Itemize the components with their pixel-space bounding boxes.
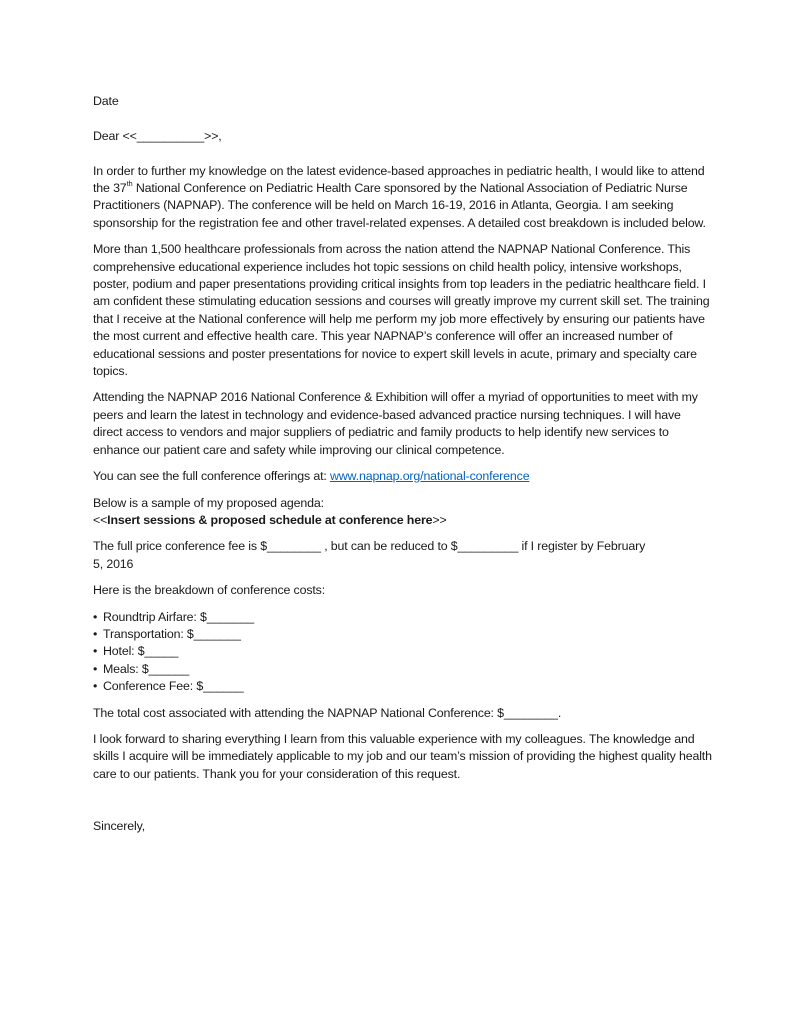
agenda-open-brackets: << [93,512,108,527]
benefits-paragraph: Attending the NAPNAP 2016 National Conference & Exhibition will offer a myriad of opportunities to meet with my peers and learn the latest in technology and evidence-based advanced practice nursing techniques. I will have direct access to vendors and major suppliers of pediatric and family products to help identify new services to enhance our patient care and safety while improving our clinical competence. [93,390,698,457]
offerings-text: You can see the full conference offerings at: [93,469,330,484]
ordinal-suffix: th [126,178,133,188]
cost-label: Hotel: $_____ [103,644,179,659]
cost-label: Transportation: $_______ [103,626,241,641]
bullet-icon: • [93,609,98,624]
bullet-icon: • [93,644,98,659]
offerings-line [93,468,713,485]
total-cost-line: The total cost associated with attending the NAPNAP National Conference: $________. [93,705,562,720]
breakdown-intro: Here is the breakdown of conference costs: [93,583,326,598]
sign-off: Sincerely, [93,818,145,833]
cost-item-conference-fee [93,678,713,695]
cost-label: Roundtrip Airfare: $_______ [103,609,254,624]
cost-list [93,609,713,696]
intro-text-after: National Conference on Pediatric Health Care sponsored by the National Association of Pediatric Nurse Practitioners (NAPNAP). The conference will be held on March 16-19, 2016 in Atlanta, Georgia. I am seeking sponsorship for the registration fee and other travel-related expenses. A detailed cost breakdown is included below. [93,181,706,230]
cost-label: Conference Fee: $______ [103,679,244,694]
intro-paragraph [93,163,713,233]
bullet-icon: • [93,626,98,641]
bullet-icon: • [93,679,98,694]
agenda-placeholder [93,512,713,529]
cost-item-hotel [93,643,713,660]
cost-item-airfare [93,609,713,626]
date-line: Date [93,94,119,108]
closing-paragraph: I look forward to sharing everything I learn from this valuable experience with my colleagues. The knowledge and skills I acquire will be immediately applicable to my job and our team’s mission of providing the highest quality health care to our patients. Thank you for your consideration of this request. [93,731,712,781]
cost-label: Meals: $______ [103,661,190,676]
letter-page [93,93,713,835]
agenda-placeholder-text: Insert sessions & proposed schedule at conference here [107,512,433,527]
agenda-intro: Below is a sample of my proposed agenda: [93,495,324,510]
salutation: Dear <<__________>>, [93,128,222,143]
conference-link[interactable]: www.napnap.org/national-conference [329,469,530,484]
cost-item-transportation [93,626,713,643]
intro-text-before: In order to further my knowledge on the latest evidence-based approaches in pediatric health, I would like to attend the 37 [93,163,705,195]
cost-item-meals [93,661,713,678]
agenda-close-brackets: >> [432,512,447,527]
fee-sentence: The full price conference fee is $________ , but can be reduced to $_________ if I register by February 5, 2016 [93,539,646,571]
bullet-icon: • [93,661,98,676]
conference-description-paragraph: More than 1,500 healthcare professionals from across the nation attend the NAPNAP National Conference. This comprehensive educational experience includes hot topic sessions on child health policy, intensive workshops, poster, podium and paper presentations providing critical insights from top leaders in the pediatric healthcare field. I am confident these stimulating education sessions and courses will greatly improve my current skill set. The training that I receive at the National conference will help me perform my job more effectively by ensuring our patients have the most current and effective health care. This year NAPNAP’s conference will offer an increased number of educational sessions and poster presentations for novice to expert skill levels in acute, primary and specialty care topics. [93,242,710,379]
